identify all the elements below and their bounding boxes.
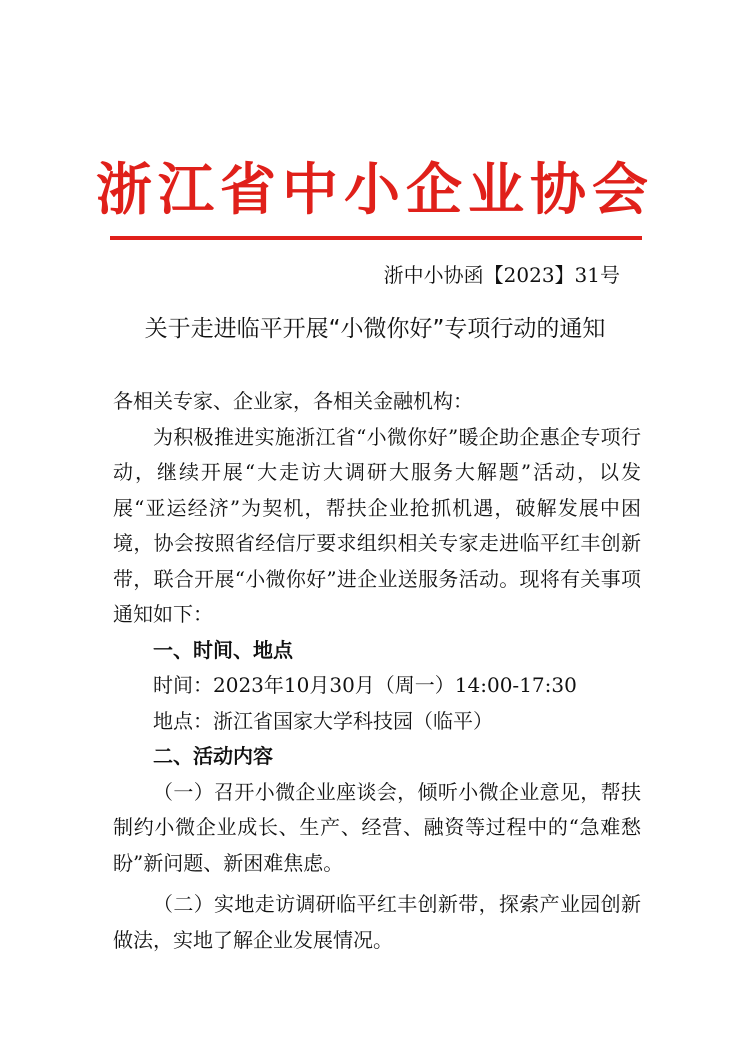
notice-title: 关于走进临平开展“小微你好”专项行动的通知 — [144, 316, 606, 342]
notice-body — [113, 384, 641, 958]
salutation: 各相关专家、企业家，各相关金融机构： — [113, 389, 473, 413]
time-line: 时间：2023年10月30月（周一）14:00-17:30 — [153, 673, 577, 697]
organization-letterhead: 浙江省中小企业协会 — [96, 157, 654, 223]
section-heading-time-place: 一、时间、地点 — [153, 637, 293, 662]
section-heading-content: 二、活动内容 — [153, 744, 273, 768]
content-item-2: （二）实地走访调研临平红丰创新带，探索产业园创新做法，实地了解企业发展情况。 — [113, 892, 641, 952]
letterhead-red-rule — [110, 236, 642, 240]
intro-paragraph: 为积极推进实施浙江省“小微你好”暖企助企惠企专项行动，继续开展“大走访大调研大服务大解题”活动，以发展“亚运经济”为契机，帮扶企业抢抓机遇，破解发展中困境，协会按照省经信厅要求组织相关专家走进临平红丰创新带，联合开展“小微你好”进企业送服务活动。现将有关事项通知如下： — [113, 424, 641, 626]
document-number: 浙中小协函【2023】31号 — [383, 263, 620, 287]
content-item-1: （一）召开小微企业座谈会，倾听小微企业意见，帮扶制约小微企业成长、生产、经营、融资等过程中的“急难愁盼”新问题、新困难焦虑。 — [113, 779, 641, 875]
place-line: 地点：浙江省国家大学科技园（临平） — [153, 708, 493, 733]
